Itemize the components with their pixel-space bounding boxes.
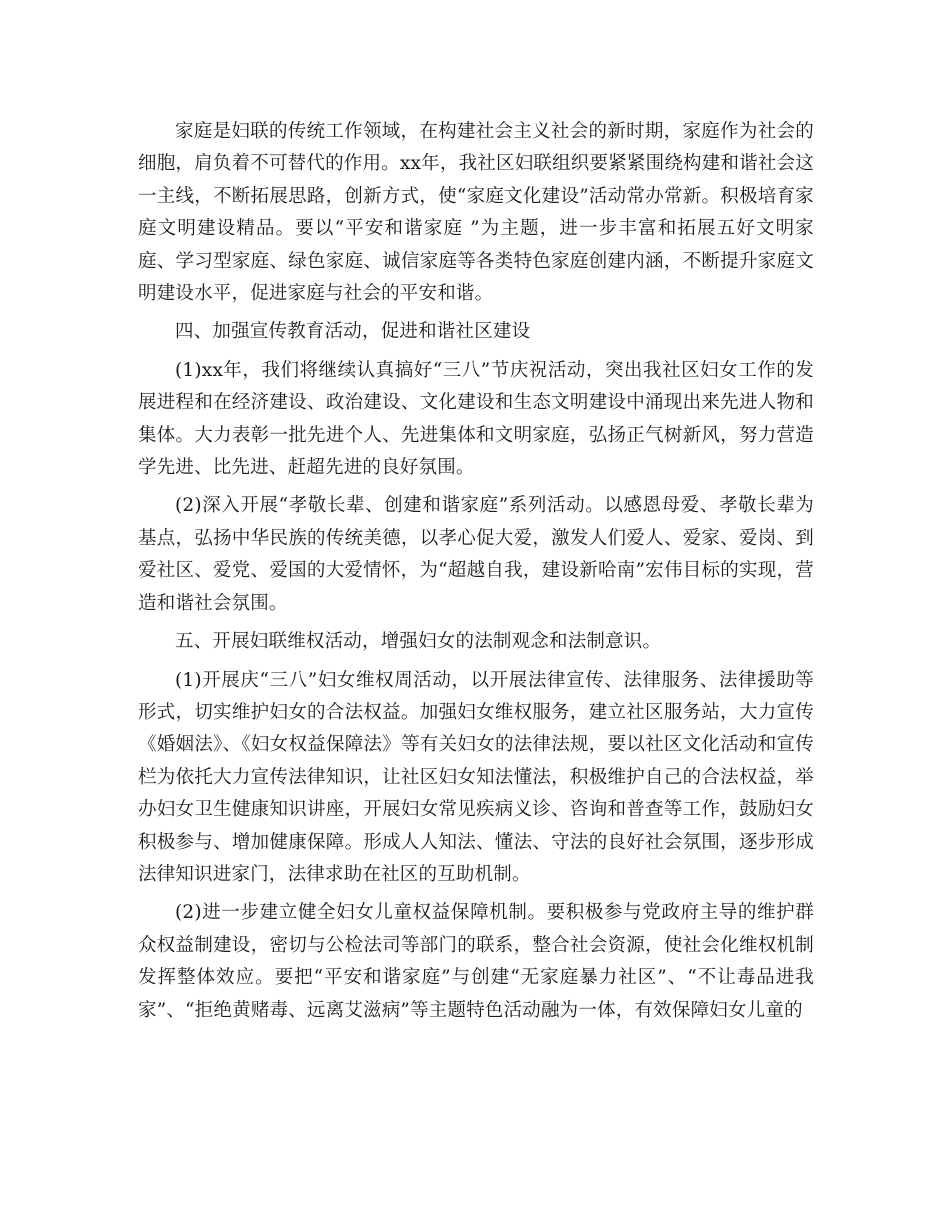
section-heading-5: 五、开展妇联维权活动，增强妇女的法制观念和法制意识。 — [175, 631, 662, 653]
paragraph-family-culture: 家庭是妇联的传统工作领域，在构建社会主义社会的新时期，家庭作为社会的细胞，肩负着不可替代的作用。xx年，我社区妇联组织要紧紧围绕构建和谐社会这一主线，不断拓展思路，创新方式，使“家庭文化建设”活动常办常新。积极培育家庭文明建设精品。要以“平安和谐家庭 ”为主题，进一步丰富和拓展五好文明家庭、学习型家庭、绿色家庭、诚信家庭等各类特色家庭创建内涵，不断提升家庭文明建设水平，促进家庭与社会的平安和谐。 — [138, 121, 814, 305]
paragraph-4-2: (2)深入开展“孝敬长辈、创建和谐家庭”系列活动。以感恩母爱、孝敬长辈为基点，弘扬中华民族的传统美德，以孝心促大爱，激发人们爱人、爱家、爱岗、到爱社区、爱党、爱国的大爱情怀，为“超越自我，建设新哈南”宏伟目标的实现，营造和谐社会氛围。 — [138, 495, 814, 614]
paragraph-5-2: (2)进一步建立健全妇女儿童权益保障机制。要积极参与党政府主导的维护群众权益制建设，密切与公检法司等部门的联系，整合社会资源，使社会化维权机制发挥整体效应。要把“平安和谐家庭”与创建“无家庭暴力社区”、“不让毒品进我家”、“拒绝黄赌毒、远离艾滋病”等主题特色活动融为一体，有效保障妇女儿童的 — [138, 902, 814, 1021]
paragraph-5-1: (1)开展庆“三八”妇女维权周活动，以开展法律宣传、法律服务、法律援助等形式，切实维护妇女的合法权益。加强妇女维权服务，建立社区服务站，大力宣传《婚姻法》、《妇女权益保障法》等有关妇女的法律法规，要以社区文化活动和宣传栏为依托大力宣传法律知识，让社区妇女知法懂法，积极维护自己的合法权益，举办妇女卫生健康知识讲座，开展妇女常见疾病义诊、咨询和普查等工作，鼓励妇女积极参与、增加健康保障。形成人人知法、懂法、守法的良好社会氛围，逐步形成法律知识进家门，法律求助在社区的互助机制。 — [138, 669, 814, 885]
section-heading-4: 四、加强宣传教育活动，促进和谐社区建设 — [175, 321, 531, 343]
paragraph-4-1: (1)xx年，我们将继续认真搞好“三八”节庆祝活动，突出我社区妇女工作的发展进程和在经济建设、政治建设、文化建设和生态文明建设中涌现出来先进人物和集体。大力表彰一批先进个人、先进集体和文明家庭，弘扬正气树新风，努力营造学先进、比先进、赶超先进的良好氛围。 — [138, 359, 814, 479]
document-body — [138, 116, 814, 1027]
